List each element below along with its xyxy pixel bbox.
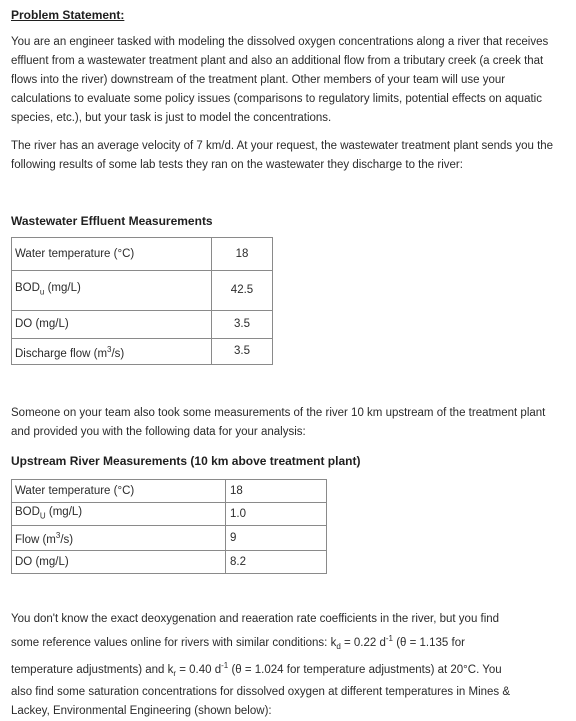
upstream-label-temperature: Water temperature (°C) [12,480,226,503]
upstream-paragraph: Someone on your team also took some measurements of the river 10 km upstream of the treatment plant and provided you with the following data for your analysis: [11,407,546,438]
upstream-table [11,479,327,574]
upstream-label-flow: Flow $(m^3/s)$ [12,526,226,551]
effluent-value-bod: 42.5 [212,271,273,311]
effluent-label-do: DO (mg/L) [12,311,212,339]
table-row [12,339,273,365]
table-row [12,271,273,311]
effluent-value-temperature: 18 [212,238,273,271]
para4-line5: Lackey, Environmental Engineering (shown below): [11,705,272,718]
effluent-table [11,237,273,365]
problem-statement-title: Problem Statement: [11,8,125,22]
effluent-label-temperature: Water temperature (°C) [12,238,212,271]
para4-line2: some reference values online for rivers with similar conditions: $k_d = 0.22$ $d^{-1}$ (θ = 1.135 for [11,634,465,652]
intro-paragraph: You are an engineer tasked with modeling the dissolved oxygen concentrations along a river that receives effluent from a wastewater treatment plant and also an additional flow from a tributary creek (a creek that flows into the river) downstream of the treatment plant. Other members of your team will use your calculations to evaluate some policy issues (comparisons to regulatory limits, potential effects on aquatic species, etc.), but your task is just to model the concentrations. [11,36,549,124]
effluent-label-bod: $BOD_u$ (mg/L) [12,271,212,311]
upstream-value-flow: 9 [226,526,327,551]
table-row [12,238,273,271]
upstream-heading: Upstream River Measurements (10 km above treatment plant) [11,454,361,468]
para4-line1: You don't know the exact deoxygenation and reaeration rate coefficients in the river, but you find [11,613,500,625]
rate-coefficients-paragraph [11,610,563,721]
table-row [12,503,327,526]
table-row [12,311,273,339]
upstream-value-do: 8.2 [226,551,327,574]
upstream-value-bod: 1.0 [226,503,327,526]
upstream-label-do: DO (mg/L) [12,551,226,574]
table-row [12,480,327,503]
para4-line4: also find some saturation concentrations for dissolved oxygen at different temperatures in Mines & [11,686,511,699]
upstream-label-bod: $BOD_U$ (mg/L) [12,503,226,526]
effluent-value-do: 3.5 [212,311,273,339]
effluent-value-flow: 3.5 [212,339,273,365]
table-row [12,526,327,551]
velocity-paragraph: The river has an average velocity of 7 km/d. At your request, the wastewater treatment plant sends you the following results of some lab tests they ran on the wastewater they discharge to the river: [11,140,554,171]
table-row [12,551,327,574]
effluent-label-flow: Discharge flow $(m^3/s)$ [12,339,212,365]
para4-line3: temperature adjustments) and $k_r = 0.40$ $d^{-1}$ (θ = 1.024 for temperature adjustments) at 20°C. You [11,661,502,679]
upstream-value-temperature: 18 [226,480,327,503]
effluent-heading: Wastewater Effluent Measurements [11,214,213,228]
